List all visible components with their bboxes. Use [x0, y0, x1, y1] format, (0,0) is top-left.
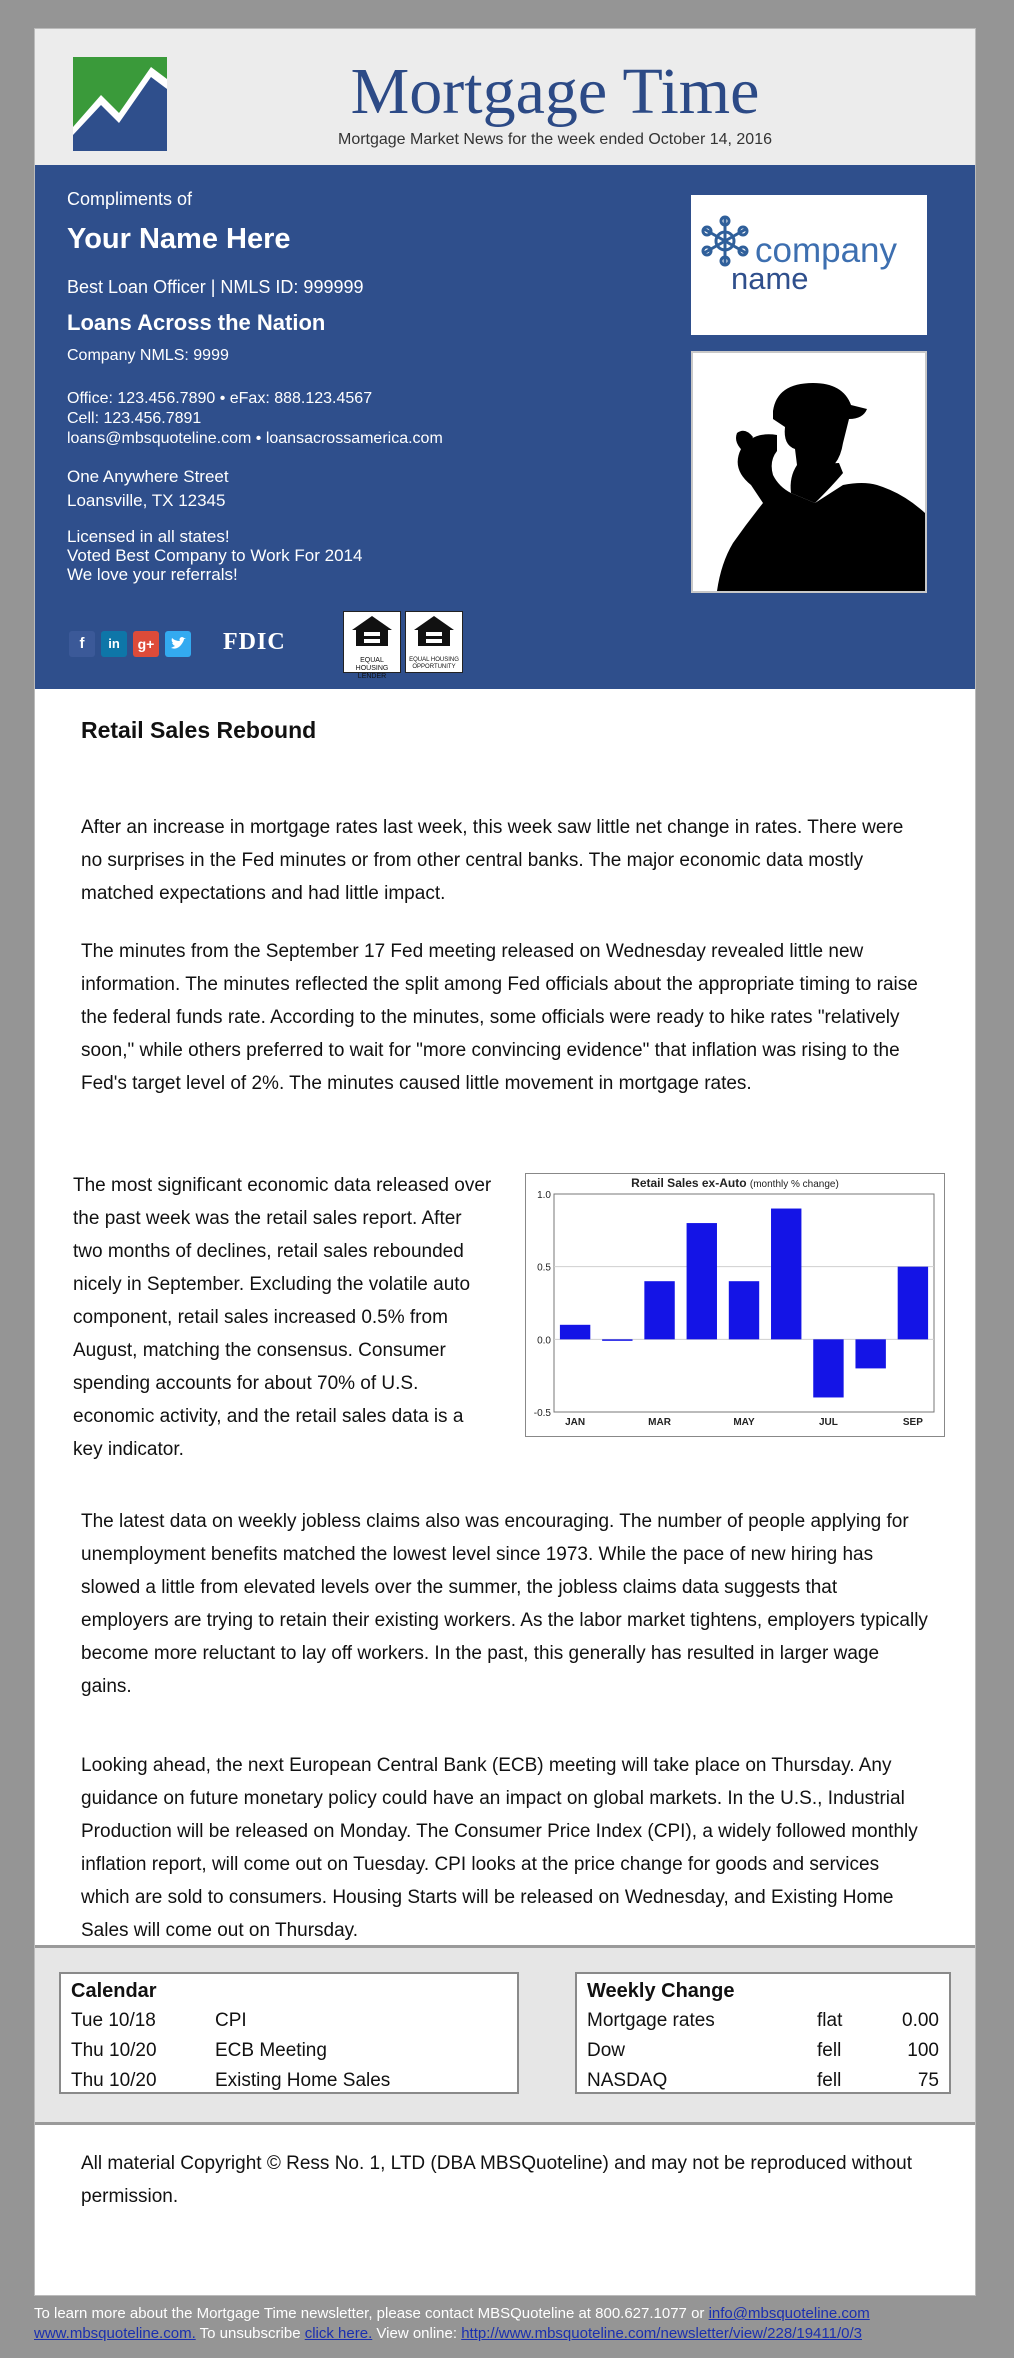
article-headline: Retail Sales Rebound	[81, 717, 317, 743]
calendar-box	[59, 1972, 519, 2094]
change-value: 75	[917, 2070, 939, 2091]
address-line-2: Loansville, TX 12345	[67, 491, 226, 510]
newsletter-title: Mortgage Time	[350, 55, 760, 128]
company-nmls: Company NMLS: 9999	[67, 347, 229, 364]
chart-y-tick-label: 0.5	[537, 1262, 551, 1274]
unsubscribe-link[interactable]: click here.	[304, 2325, 373, 2342]
chart-y-tick-label: -0.5	[533, 1408, 551, 1419]
email-website[interactable]: loans@mbsquoteline.com • loansacrossamerica.com	[67, 430, 443, 447]
address	[67, 465, 229, 513]
change-direction: fell	[817, 2040, 842, 2061]
paragraph-3: The most significant economic data released over the past week was the retail sales report. After two months of declines, retail sales rebounded nicely in September. Excluding the volatile auto component, retail sales increased 0.5% from August, matching the consensus. Consumer spending accounts for about 70% of U.S. economic activity, and the retail sales data is a key indicator.	[73, 1175, 492, 1460]
trend-logo-icon	[73, 57, 167, 151]
newsletter-subtitle: Mortgage Market News for the week ended October 14, 2016	[337, 131, 772, 148]
calendar-date: Thu 10/20	[71, 2070, 157, 2091]
tagline-2: Voted Best Company to Work For 2014	[67, 546, 363, 565]
chart-x-tick-label: MAY	[733, 1417, 755, 1428]
footer-contact-text: To learn more about the Mortgage Time newsletter, please contact MBSQuoteline at 800.627.1077 or	[34, 2305, 705, 2322]
facebook-icon[interactable]: f	[69, 631, 95, 657]
change-value: 100	[907, 2040, 939, 2061]
change-item: Dow	[587, 2040, 626, 2061]
chart-title: Retail Sales ex-Auto (monthly % change)	[631, 1176, 839, 1190]
copyright-notice: All material Copyright © Ress No. 1, LTD (DBA MBSQuoteline) and may not be reproduced without permission.	[81, 2153, 913, 2207]
equal-housing-opportunity-label: EQUAL HOUSING OPPORTUNITY	[409, 657, 459, 670]
chart-y-tick-label: 1.0	[537, 1190, 551, 1201]
paragraph-1: After an increase in mortgage rates last week, this week saw little net change in rates. There were no surprises in the Fed minutes or from other central banks. The major economic data mostly matched expectations and had little impact.	[81, 817, 904, 904]
company-logo-word-1: company	[755, 231, 898, 270]
paragraph-4: The latest data on weekly jobless claims also was encouraging. The number of people applying for unemployment benefits matched the lowest level since 1973. While the pace of new hiring has slowed a little from elevated levels over the summer, the jobless claims data suggests that employers are trying to retain their existing workers. As the labor market tightens, employers typically become more reluctant to lay off workers. In the past, this generally has resulted in larger wage gains.	[81, 1511, 928, 1697]
equal-housing-lender-label: EQUAL HOUSING LENDER	[355, 657, 389, 680]
paragraph-5: Looking ahead, the next European Central Bank (ECB) meeting will take place on Thursday. Any guidance on future monetary policy could have an impact on global markets. In the U.S., Industrial Production will be released on Monday. The Consumer Price Index (CPI), a widely followed monthly inflation report, will come out on Tuesday. CPI looks at the price change for goods and services which are sold to consumers. Housing Starts will be released on Wednesday, and Existing Home Sales will come out on Thursday.	[81, 1755, 918, 1941]
change-value: 0.00	[902, 2010, 939, 2031]
calendar-event: ECB Meeting	[215, 2040, 327, 2061]
equal-housing-lender-icon	[343, 611, 401, 680]
weekly-change-box	[575, 1972, 951, 2094]
tagline-3: We love your referrals!	[67, 565, 238, 584]
google-plus-icon[interactable]: g+	[133, 631, 159, 657]
chart-bar	[813, 1339, 843, 1397]
linkedin-icon[interactable]: in	[101, 631, 127, 657]
chart-y-tick-label: 0.0	[537, 1335, 551, 1347]
market-summary	[35, 1945, 975, 2125]
weekly-change-row	[587, 2010, 939, 2040]
weekly-change-row	[587, 2070, 939, 2100]
footer-site-link[interactable]: www.mbsquoteline.com.	[34, 2325, 196, 2342]
chart-bar	[602, 1339, 632, 1341]
weekly-change-title: Weekly Change	[587, 1980, 735, 2002]
agent-title: Best Loan Officer | NMLS ID: 999999	[67, 277, 364, 297]
calendar-row	[71, 2040, 507, 2070]
calendar-row	[71, 2010, 507, 2040]
change-item: Mortgage rates	[587, 2010, 715, 2031]
chart-x-tick-label: JUL	[818, 1417, 838, 1428]
calendar-date: Thu 10/20	[71, 2040, 157, 2061]
taglines	[67, 527, 362, 584]
chart-bar	[898, 1267, 928, 1340]
compliments-label: Compliments of	[67, 189, 193, 209]
change-direction: fell	[817, 2070, 842, 2091]
chart-bar	[644, 1281, 674, 1339]
cell-phone: Cell: 123.456.7891	[67, 410, 202, 427]
change-item: NASDAQ	[587, 2070, 668, 2091]
calendar-event: Existing Home Sales	[215, 2070, 391, 2091]
calendar-title: Calendar	[71, 1980, 157, 2002]
view-online-link[interactable]: http://www.mbsquoteline.com/newsletter/view/228/19411/0/3	[461, 2325, 862, 2342]
paragraph-2: The minutes from the September 17 Fed meeting released on Wednesday revealed little new information. The minutes reflected the split among Fed officials about the appropriate timing to raise the federal funds rate. According to the minutes, some officials were ready to hike rates "relatively soon," while others preferred to wait for "more convincing evidence" that inflation was rising to the Fed's target level of 2%. The minutes caused little movement in mortgage rates.	[81, 941, 918, 1094]
equal-housing-opportunity-icon	[405, 611, 463, 673]
agent-photo	[691, 351, 927, 593]
office-phone: Office: 123.456.7890 • eFax: 888.123.4567	[67, 390, 373, 407]
chart-canvas	[526, 1174, 944, 1436]
footer-view-online-text: View online:	[376, 2325, 458, 2342]
calendar-date: Tue 10/18	[71, 2010, 156, 2031]
chart-x-tick-label: JAN	[565, 1417, 586, 1428]
calendar-event: CPI	[215, 2010, 247, 2031]
weekly-change-row	[587, 2040, 939, 2070]
agent-name: Your Name Here	[67, 223, 291, 255]
chart-x-tick-label: MAR	[648, 1417, 671, 1428]
company-logo	[691, 195, 927, 335]
newsletter	[34, 28, 976, 2296]
footer-email-link[interactable]: info@mbsquoteline.com	[708, 2305, 870, 2322]
change-direction: flat	[817, 2010, 843, 2031]
social-row	[65, 605, 485, 680]
contact-info	[67, 389, 443, 449]
company-name: Loans Across the Nation	[67, 310, 326, 335]
agent-panel	[35, 165, 975, 689]
tagline-1: Licensed in all states!	[67, 527, 230, 546]
chart-bar	[771, 1209, 801, 1340]
twitter-icon[interactable]	[165, 631, 191, 657]
fdic-badge: FDIC	[223, 629, 286, 655]
chart-x-tick-label: SEP	[902, 1417, 923, 1428]
chart-bar	[855, 1339, 885, 1368]
address-line-1: One Anywhere Street	[67, 467, 229, 486]
retail-sales-chart	[525, 1173, 945, 1437]
calendar-row	[71, 2070, 507, 2100]
chart-bar	[687, 1223, 717, 1339]
masthead	[35, 29, 975, 165]
silhouette-icon	[693, 353, 925, 591]
footer-unsubscribe-text: To unsubscribe	[199, 2325, 301, 2342]
company-logo-word-2: name	[731, 261, 809, 296]
chart-bar	[729, 1281, 759, 1339]
chart-bar	[560, 1325, 590, 1340]
footer	[34, 2304, 984, 2344]
